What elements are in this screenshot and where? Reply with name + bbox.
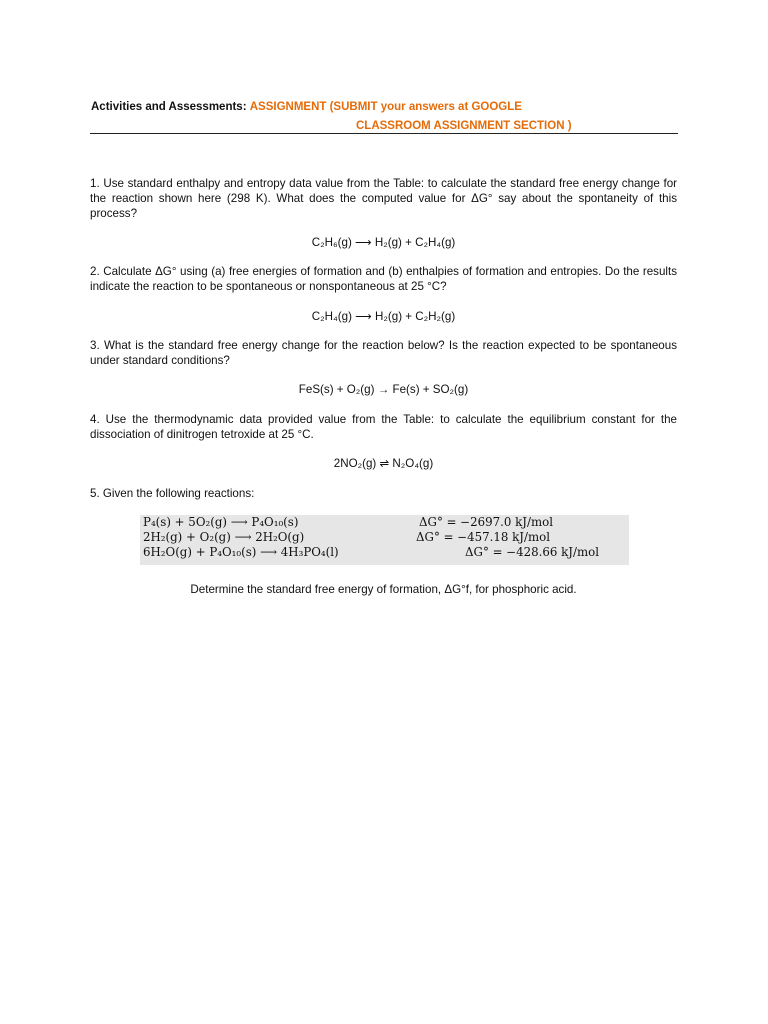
reaction-row bbox=[143, 530, 551, 545]
question-1-equation: C₂H₆(g) ⟶ H₂(g) + C₂H₄(g) bbox=[311, 236, 456, 249]
reaction-delta-g: ΔG° = −457.18 kJ/mol bbox=[416, 530, 551, 544]
question-2: 2. Calculate ΔG° using (a) free energies of formation and (b) enthalpies of formation and entropies. Do the results indicate the reaction to be spontaneous or nonspontaneous at 25 °C? bbox=[90, 265, 677, 293]
question-2-equation: C₂H₄(g) ⟶ H₂(g) + C₂H₂(g) bbox=[311, 310, 456, 323]
reaction-delta-g: ΔG° = −428.66 kJ/mol bbox=[465, 545, 600, 559]
closing-instruction: Determine the standard free energy of formation, ΔG°f, for phosphoric acid. bbox=[190, 583, 577, 596]
question-3: 3. What is the standard free energy change for the reaction below? Is the reaction expected to be spontaneous under standard conditions? bbox=[90, 339, 677, 367]
header-divider bbox=[90, 133, 678, 134]
question-1: 1. Use standard enthalpy and entropy data value from the Table: to calculate the standard free energy change for the reaction shown here (298 K). What does the computed value for ΔG° say about the spontaneity of this process? bbox=[90, 177, 677, 220]
assignment-line-2: CLASSROOM ASSIGNMENT SECTION ) bbox=[356, 120, 572, 132]
reaction-equation: 2H₂(g) + O₂(g) ⟶ 2H₂O(g) bbox=[143, 530, 305, 544]
question-5: 5. Given the following reactions: bbox=[90, 487, 255, 500]
header-label: Activities and Assessments: bbox=[91, 101, 247, 113]
reaction-row bbox=[143, 515, 554, 530]
reaction-row bbox=[143, 545, 600, 560]
assignment-line-1: ASSIGNMENT (SUBMIT your answers at GOOGLE bbox=[249, 101, 522, 113]
reaction-delta-g: ΔG° = −2697.0 kJ/mol bbox=[419, 515, 554, 529]
page-header bbox=[91, 99, 677, 132]
reaction-equation: 6H₂O(g) + P₄O₁₀(s) ⟶ 4H₃PO₄(l) bbox=[143, 545, 339, 559]
question-4: 4. Use the thermodynamic data provided value from the Table: to calculate the equilibrium constant for the dissociation of dinitrogen tetroxide at 25 °C. bbox=[90, 413, 677, 441]
reactions-box bbox=[140, 515, 629, 565]
question-3-equation: FeS(s) + O₂(g) → Fe(s) + SO₂(g) bbox=[298, 383, 469, 396]
question-4-equation: 2NO₂(g) ⇌ N₂O₄(g) bbox=[333, 457, 434, 470]
reaction-equation: P₄(s) + 5O₂(g) ⟶ P₄O₁₀(s) bbox=[143, 515, 299, 529]
